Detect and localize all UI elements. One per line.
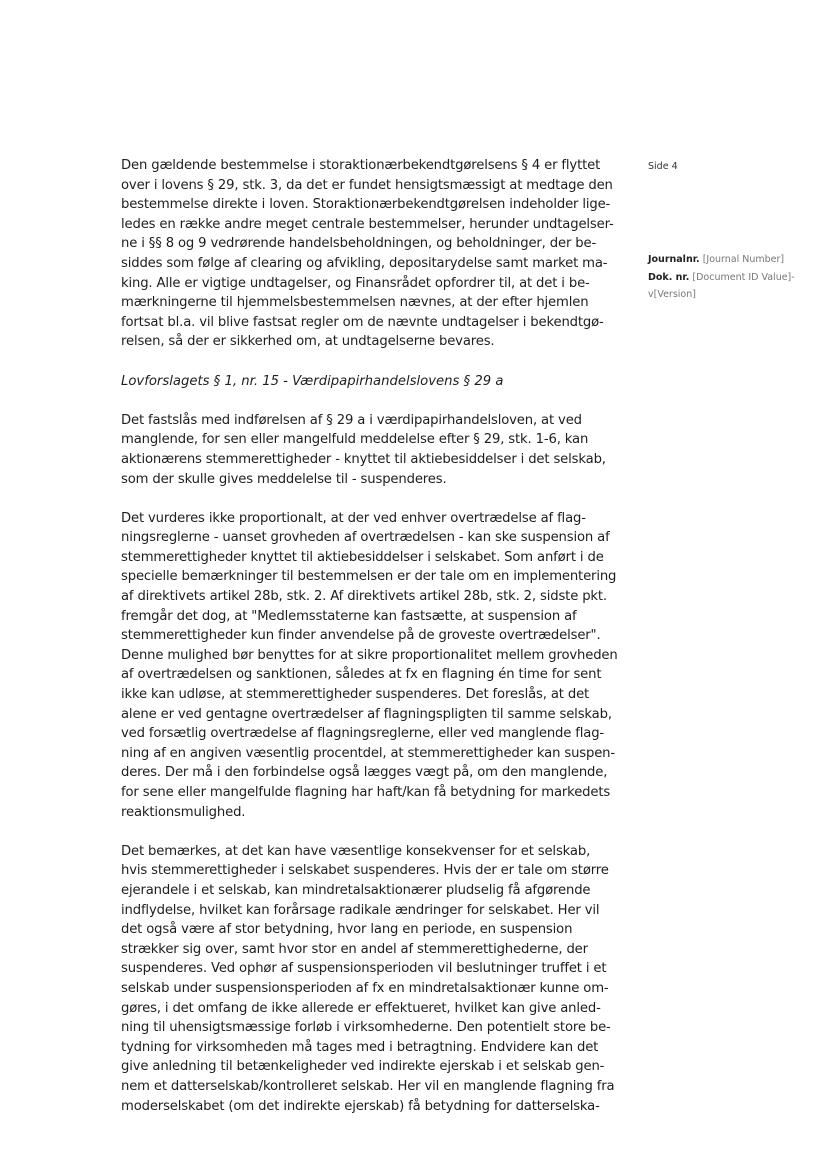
document-metadata <box>648 251 795 304</box>
text-line: siddes som følge af clearing og afvikling, depositarydelse samt market ma- <box>121 255 608 271</box>
paragraph-1 <box>121 156 614 352</box>
text-line: som der skulle gives meddelelse til - suspenderes. <box>121 471 447 487</box>
text-line: stemmerettigheder kun finder anvendelse på de groveste overtrædelser". <box>121 628 601 644</box>
text-line: moderselskabet (om det indirekte ejerskab) få betydning for datterselska- <box>121 1098 600 1114</box>
text-line: mærkningerne til hjemmelsbestemmelsen nævnes, at der efter hjemlen <box>121 295 589 311</box>
text-line: ejerandele i et selskab, kan mindretalsaktionærer pludselig få afgørende <box>121 882 591 898</box>
text-line: suspenderes. Ved ophør af suspensionsperioden vil beslutninger truffet i et <box>121 961 607 977</box>
text-line: fremgår det dog, at "Medlemsstaterne kan fastsætte, at suspension af <box>121 608 577 624</box>
text-line: deres. Der må i den forbindelse også lægges vægt på, om den manglende, <box>121 765 608 781</box>
text-line: aktionærens stemmerettigheder - knyttet til aktiebesiddelser i det selskab, <box>121 451 606 467</box>
journal-label: Journalnr. <box>648 254 700 265</box>
text-line: ning til uhensigtsmæssige forløb i virksomhederne. Den potentielt store be- <box>121 1020 611 1036</box>
text-line: strækker sig over, samt hvor stor en andel af stemmerettighederne, der <box>121 941 588 957</box>
text-line: ning af en angiven væsentlig procentdel, at stemmerettigheder kan suspen- <box>121 745 615 761</box>
text-line: Den gældende bestemmelse i storaktionærbekendtgørelsens § 4 er flyttet <box>121 158 601 173</box>
text-line: nem et datterselskab/kontrolleret selskab. Her vil en manglende flagning fra <box>121 1078 615 1094</box>
text-line: over i lovens § 29, stk. 3, da det er fundet hensigtsmæssigt at medtage den <box>121 177 613 193</box>
document-body <box>121 156 618 1136</box>
text-line: Det fastslås med indførelsen af § 29 a i værdipapirhandelsloven, at ved <box>121 412 582 428</box>
text-line: ne i §§ 8 og 9 vedrørende handelsbeholdningen, og beholdninger, der be- <box>121 236 597 252</box>
doc-label: Dok. nr. <box>648 271 690 283</box>
text-line: gøres, i det omfang de ikke allerede er effektueret, hvilket kan give anled- <box>121 1000 601 1016</box>
paragraph-2 <box>121 411 607 489</box>
paragraph-4 <box>121 842 615 1116</box>
text-line: tydning for virksomheden må tages med i betragtning. Endvidere kan det <box>121 1039 599 1055</box>
text-line: Det bemærkes, at det kan have væsentlige konsekvenser for et selskab, <box>121 843 591 859</box>
text-line: king. Alle er vigtige undtagelser, og Finansrådet opfordrer til, at det i be- <box>121 275 590 291</box>
text-line: fortsat bl.a. vil blive fastsat regler om de nævnte undtagelser i bekendtgø- <box>121 314 604 330</box>
text-line: af overtrædelsen og sanktionen, således at fx en flagning én time for sent <box>121 667 602 683</box>
page-number: Side 4 <box>648 161 678 172</box>
text-line: Det vurderes ikke proportionalt, at der ved enhver overtrædelse af flag- <box>121 510 586 526</box>
journal-value: [Journal Number] <box>702 254 785 265</box>
text-line: bestemmelse direkte i loven. Storaktionærbekendtgørelsen indeholder lige- <box>121 197 611 213</box>
text-line: hvis stemmerettigheder i selskabet suspenderes. Hvis der er tale om større <box>121 863 609 879</box>
text-line: manglende, for sen eller mangelfuld meddelelse efter § 29, stk. 1-6, kan <box>121 432 589 448</box>
text-line: reaktionsmulighed. <box>121 804 246 820</box>
text-line: stemmerettigheder knyttet til aktiebesiddelser i selskabet. Som anført i de <box>121 549 604 565</box>
text-line: specielle bemærkninger til bestemmelsen er der tale om en implementering <box>121 569 617 585</box>
text-line: ningsreglerne - uanset grovheden af overtrædelsen - kan ske suspension af <box>121 530 610 546</box>
text-line: det også være af stor betydning, hvor lang en periode, en suspension <box>121 922 573 938</box>
paragraph-3 <box>121 509 618 823</box>
text-line: alene er ved gentagne overtrædelser af flagningspligten til samme selskab, <box>121 706 612 722</box>
text-line: for sene eller mangelfulde flagning har haft/kan få betydning for markedets <box>121 785 611 800</box>
text-line: af direktivets artikel 28b, stk. 2. Af direktivets artikel 28b, stk. 2, sidste pkt. <box>121 589 607 605</box>
text-line: selskab under suspensionsperioden af fx en mindretalsaktionær kunne om- <box>121 980 609 996</box>
doc-value: [Document ID Value]- <box>692 271 795 283</box>
version-prefix: v <box>648 289 654 300</box>
text-line: Denne mulighed bør benyttes for at sikre proportionalitet mellem grovheden <box>121 647 618 663</box>
text-line: give anledning til betænkeligheder ved indirekte ejerskab i et selskab gen- <box>121 1059 605 1075</box>
text-line: indflydelse, hvilket kan forårsage radikale ændringer for selskabet. Her vil <box>121 902 600 918</box>
text-line: ikke kan udløse, at stemmerettigheder suspenderes. Det foreslås, at det <box>121 687 590 703</box>
text-line: ledes en række andre meget centrale bestemmelser, herunder undtagelser- <box>121 216 614 232</box>
text-line: relsen, så der er sikkerhed om, at undtagelserne bevares. <box>121 334 495 350</box>
text-line: ved forsætlig overtrædelse af flagningsreglerne, eller ved manglende flag- <box>121 726 605 742</box>
version-value: [Version] <box>653 289 696 300</box>
section-heading: Lovforslagets § 1, nr. 15 - Værdipapirhandelslovens § 29 a <box>121 373 504 389</box>
